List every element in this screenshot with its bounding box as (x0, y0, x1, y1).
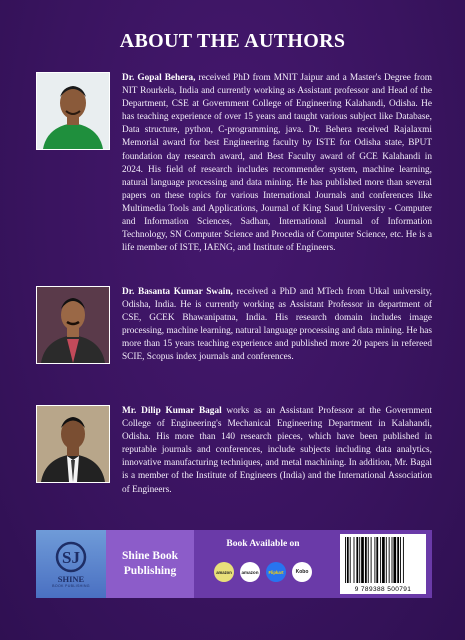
kobo-icon: Kobo (295, 569, 309, 575)
store-logo-3[interactable] (266, 562, 286, 582)
amazon-icon: amazon (241, 569, 259, 575)
barcode-stripe (371, 537, 372, 583)
author-bio-2 (122, 286, 432, 365)
barcode-stripe (380, 537, 381, 583)
logo-word: SHINE (57, 573, 85, 584)
barcode-stripe (392, 537, 393, 583)
author-bio-1 (122, 72, 432, 255)
page-title: ABOUT THE AUTHORS (119, 30, 346, 52)
store-logo-4[interactable] (292, 562, 312, 582)
barcode-stripe (345, 537, 346, 583)
author-bio-text-1: received PhD from MNIT Jaipur and a Master's Degree from NIT Rourkela, India and currently working as Assistant professor and Head of the Department, CSE at Government College of Engineering Kalahandi, Odisha. He has teaching experience of over 15 years and taught various subject like Database, Data structure, python, C-programming, java. Dr. Behera received Rajalaxmi Memorial award for best Engineering faculty by ISTE for Odisha state, BPUT foundation day research award, and Best Faculty award of GCE Kalahandi in 2024. His field of research includes recommender system, machine learning, natural language processing and data mining. He has published more than several papers on these topics for various International Journals and conferences like Multimedia Tools and Applications, Journal of King Saud University - Computer and Information Sciences, Sadhan, International Journal of Information Technology, SN Computer Science and Procedia of Computer Science, etc. He is a life member of ISTE, IAENG, and Institute of Engineers. (122, 73, 432, 254)
barcode-panel (332, 530, 432, 598)
barcode-stripe (400, 537, 401, 583)
author-photo-3 (36, 405, 110, 483)
author-bio-text-3: works as an Assistant Professor at the Government College of Engineering's Mechanical Engineering Department in Kalahandi, Odisha. His more than 140 research pieces, which have been published in reputable journals and conferences, include subjects including data analytics, innovative manufacturing techniques, and metal machining. In addition, Mr. Bagal is a member of the Institute of Engineers (India) and the International Association of Engineers. (122, 406, 432, 495)
barcode-stripe (354, 537, 355, 583)
barcode-stripe (393, 537, 396, 583)
author-name-1: Dr. Gopal Behera, (122, 73, 196, 83)
availability-panel (194, 530, 332, 598)
store-logo-1[interactable] (214, 562, 234, 582)
barcode (340, 534, 426, 594)
shine-logo-icon (54, 541, 88, 573)
publisher-footer (36, 530, 432, 598)
barcode-stripe (374, 537, 375, 583)
availability-title: Book Available on (226, 539, 300, 549)
barcode-icon (344, 537, 422, 583)
author-bio-3 (122, 405, 432, 497)
barcode-stripe (386, 537, 387, 583)
isbn-number: 9 789388 500791 (354, 586, 412, 593)
svg-text:SJ: SJ (62, 547, 80, 567)
portrait-icon (37, 287, 109, 363)
amazon-icon: amazon (216, 569, 232, 575)
author-photo-2 (36, 286, 110, 364)
logo-subtitle: BOOK PUBLISHING (52, 583, 90, 588)
barcode-stripe (350, 537, 351, 583)
store-logo-2[interactable] (240, 562, 260, 582)
publisher-logo (36, 530, 106, 598)
barcode-stripe (403, 537, 404, 583)
store-list (194, 562, 332, 582)
publisher-name-line1: Shine Book (122, 550, 178, 562)
barcode-stripe (382, 537, 385, 583)
barcode-stripe (359, 537, 360, 583)
barcode-stripe (397, 537, 399, 583)
barcode-stripe (347, 537, 349, 583)
barcode-stripe (365, 537, 367, 583)
portrait-icon (37, 73, 109, 149)
barcode-stripe (361, 537, 364, 583)
barcode-stripe (389, 537, 390, 583)
flipkart-icon: Flipkart (268, 569, 284, 575)
publisher-name (106, 530, 194, 598)
barcode-stripe (356, 537, 358, 583)
author-photo-1 (36, 72, 110, 150)
author-name-2: Dr. Basanta Kumar Swain, (122, 287, 233, 297)
portrait-icon (37, 406, 109, 482)
publisher-name-line2: Publishing (123, 565, 177, 577)
author-name-3: Mr. Dilip Kumar Bagal (122, 406, 222, 416)
barcode-stripe (368, 537, 369, 583)
barcode-stripe (376, 537, 378, 583)
author-bio-text-2: received a PhD and MTech from Utkal university, Odisha, India. He is currently working as Assistant Professor in department of CSE, GCEK Bhawanipatna, India. His research domain includes image processing, machine learning, natural language processing and data mining. He has more than 15 years teaching experience and published more 20 papers in refereed SCIE, Scopus index journals and conferences. (122, 287, 432, 363)
